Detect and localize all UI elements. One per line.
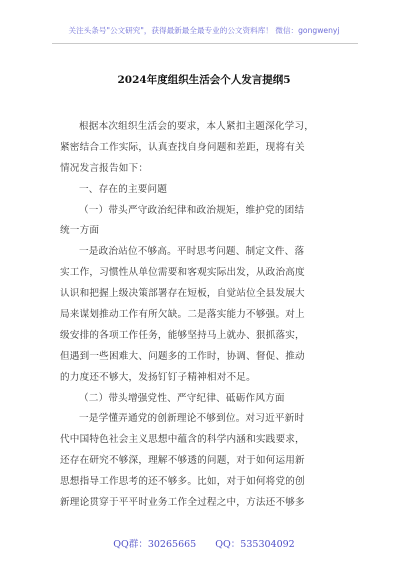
body-line: 情况发言报告如下： — [60, 162, 149, 174]
body-line: 但遇到一些困难大、问题多的工作时，协调、督促、推动 — [60, 350, 305, 362]
section-heading: 一、存在的主要问题 — [79, 183, 168, 195]
body-line: 还存在研究不够深，理解不够透的问题，对于如何运用新 — [60, 455, 305, 467]
qq-group-label: QQ群：30265665 — [113, 539, 197, 550]
qq-number-label: QQ：535304092 — [215, 539, 295, 550]
body-line: 紧密结合工作实际，认真查找自身问题和差距，现将有关 — [60, 141, 305, 153]
header-divider — [52, 43, 358, 44]
body-line: 思想指导工作思考的还不够多。比如，对于如何将党的创 — [60, 476, 305, 488]
document-body — [60, 117, 356, 514]
body-line: 实工作，习惯性从单位需要和客观实际出发，从政治高度 — [60, 267, 305, 279]
header-banner — [0, 25, 408, 36]
document-title: 2024年度组织生活会个人发言提纲5 — [117, 74, 291, 86]
body-line: 代中国特色社会主义思想中蕴含的科学内涵和实践要求， — [60, 434, 305, 446]
header-banner-text: 关注头条号"公文研究"，获得最新最全最专业的公文资料库！ 微信： — [68, 26, 299, 35]
body-line: 一是学懂弄通党的创新理论不够到位。对习近平新时 — [79, 413, 305, 425]
body-line: 新理论贯穿于平平时业务工作全过程之中，方法还不够多 — [60, 497, 305, 509]
wechat-id: gongwenyj — [298, 26, 340, 35]
body-line: 局来谋划推动工作有所欠缺。二是落实能力不够强。对上 — [60, 309, 305, 321]
body-line: 根据本次组织生活会的要求，本人紧扣主题深化学习， — [79, 121, 315, 132]
body-line: 一是政治站位不够高。平时思考问题、制定文件、落 — [79, 246, 305, 258]
subsection-heading-cont: 统一方面 — [60, 225, 100, 237]
subsection-heading: （一）带头严守政治纪律和政治规矩，维护党的团结 — [79, 204, 305, 216]
body-line: 级安排的各项工作任务，能够坚持马上就办、狠抓落实， — [60, 329, 305, 341]
body-line: 的力度还不够大，发扬钉钉子精神相对不足。 — [60, 371, 256, 383]
footer-contact — [0, 536, 408, 550]
subsection-heading: （二）带头增强党性、严守纪律、砥砺作风方面 — [79, 392, 285, 404]
body-line: 认识和把握上级决策部署存在短板，自觉站位全县发展大 — [60, 288, 305, 300]
